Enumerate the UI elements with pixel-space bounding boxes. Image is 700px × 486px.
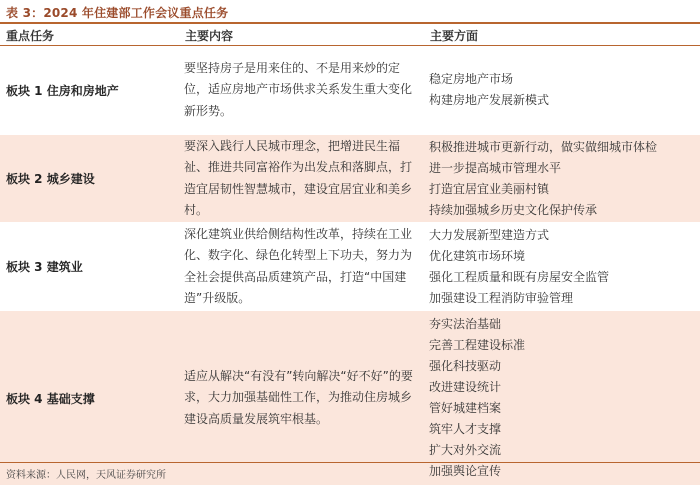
task-cell — [0, 135, 178, 223]
header-task: 重点任务 — [0, 25, 178, 46]
aspects-list — [423, 137, 700, 221]
content-cell — [178, 311, 423, 486]
aspect-item: 管好城建档案 — [429, 401, 502, 415]
aspect-item: 持续加强城乡历史文化保护传承 — [429, 202, 598, 217]
content-cell — [178, 223, 423, 311]
task-cell — [0, 311, 178, 486]
content-text: 要深入践行人民城市理念，把增进民生福祉、推进共同富裕作为出发点和落脚点，打造宜居韧性智慧城市，建设宜居宜业和美乡村。 — [184, 138, 413, 217]
task-label: 板块 1 住房和房地产 — [6, 83, 119, 98]
aspect-item: 筑牢人才支撑 — [429, 422, 502, 436]
task-label: 板块 3 建筑业 — [6, 260, 83, 274]
task-cell — [0, 46, 178, 135]
aspects-cell — [423, 46, 700, 135]
source-note: 资料来源：人民网，天风证券研究所 — [6, 470, 166, 481]
content-cell — [178, 46, 423, 135]
table-row — [0, 223, 700, 311]
aspect-item: 大力发展新型建造方式 — [429, 227, 550, 242]
header-content: 主要内容 — [178, 25, 423, 46]
content-text: 深化建筑业供给侧结构性改革，持续在工业化、数字化、绿色化转型上下功夫，努力为全社会提供高品质建筑产品，打造“中国建造”升级版。 — [184, 226, 413, 305]
aspects-list — [423, 225, 700, 309]
bottom-rule — [0, 462, 700, 463]
task-cell — [0, 223, 178, 311]
task-label: 板块 4 基础支撑 — [6, 391, 95, 406]
aspects-cell — [423, 135, 700, 223]
aspect-item: 优化建筑市场环境 — [429, 248, 526, 263]
table-row — [0, 135, 700, 223]
aspect-item: 构建房地产发展新模式 — [429, 93, 550, 107]
aspects-cell — [423, 311, 700, 486]
table-caption: 表 3：2024 年住建部工作会议重点任务 — [6, 6, 229, 20]
aspect-item: 进一步提高城市管理水平 — [429, 160, 562, 175]
content-text: 适应从解决“有没有”转向解决“好不好”的要求，大力加强基础性工作，为推动住房城乡建设高质量发展筑牢根基。 — [184, 368, 413, 426]
aspect-item: 积极推进城市更新行动，做实做细城市体检 — [429, 139, 658, 154]
aspect-item: 强化工程质量和既有房屋安全监管 — [429, 269, 610, 284]
aspects-list — [423, 69, 700, 111]
aspect-item: 加强舆论宣传 — [429, 464, 502, 478]
aspects-list — [423, 314, 700, 482]
aspect-item: 加强建设工程消防审验管理 — [429, 290, 574, 305]
header-aspects: 主要方面 — [423, 25, 700, 46]
content-text: 要坚持房子是用来住的、不是用来炒的定位，适应房地产市场供求关系发生重大变化新形势。 — [184, 60, 413, 118]
aspect-item: 打造宜居宜业美丽村镇 — [429, 181, 550, 196]
key-tasks-table — [0, 25, 700, 486]
aspect-item: 夯实法治基础 — [429, 317, 502, 331]
aspects-cell — [423, 223, 700, 311]
aspect-item: 改进建设统计 — [429, 380, 502, 394]
table-row — [0, 311, 700, 486]
aspect-item: 强化科技驱动 — [429, 359, 502, 373]
table-row — [0, 46, 700, 135]
table-header — [0, 25, 700, 46]
task-label: 板块 2 城乡建设 — [6, 172, 95, 186]
top-rule — [0, 22, 700, 24]
aspect-item: 稳定房地产市场 — [429, 72, 514, 86]
aspect-item: 完善工程建设标准 — [429, 338, 526, 352]
content-cell — [178, 135, 423, 223]
aspect-item: 扩大对外交流 — [429, 443, 502, 457]
